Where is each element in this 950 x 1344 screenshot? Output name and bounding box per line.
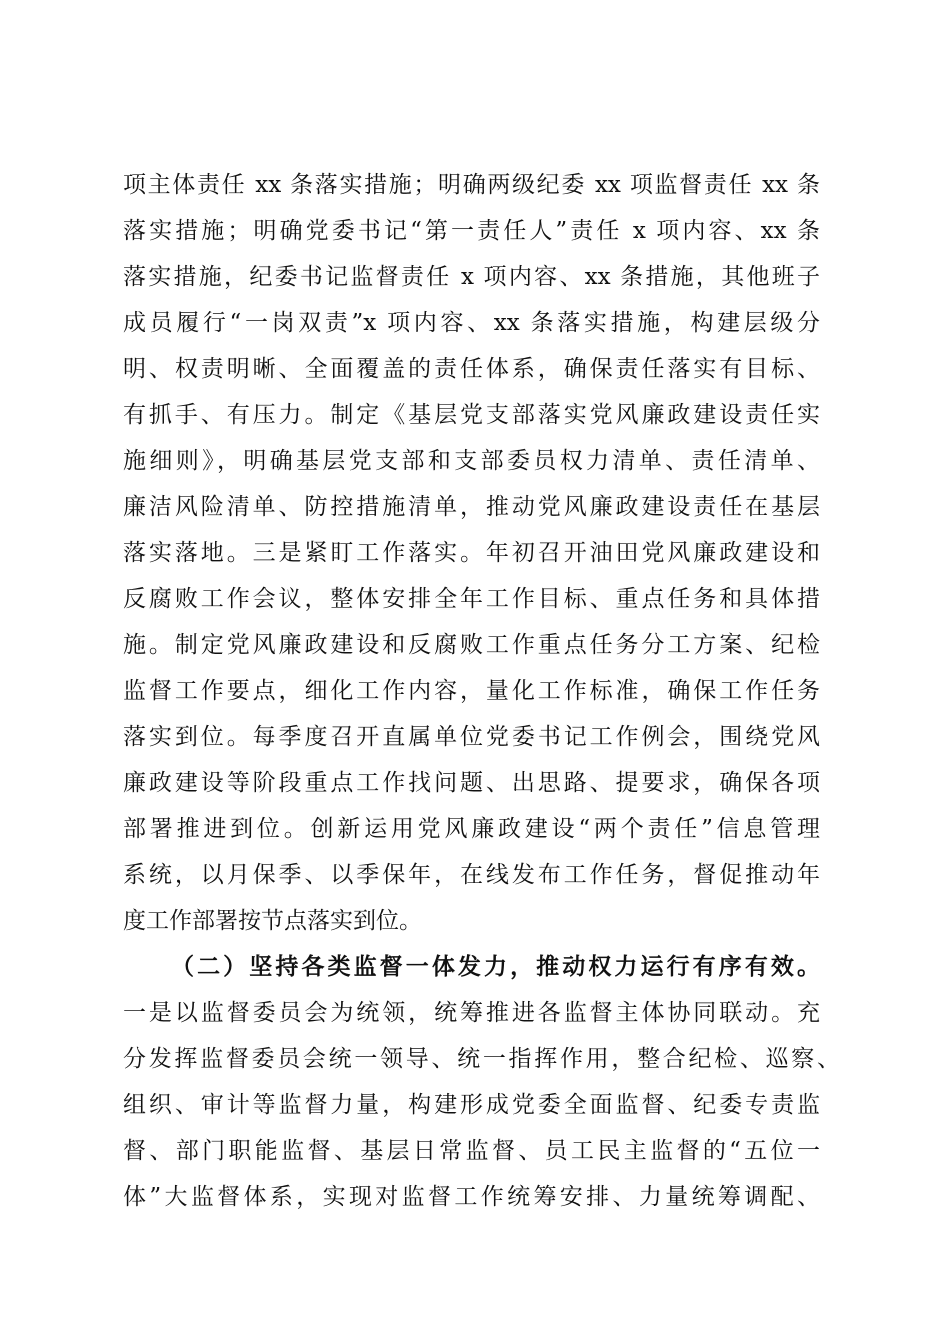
text-line: 度工作部署按节点落实到位。 xyxy=(123,908,422,934)
text-line: 反腐败工作会议，整体安排全年工作目标、重点任务和具体措 xyxy=(123,586,820,612)
text-line: 廉政建设等阶段重点工作找问题、出思路、提要求，确保各项 xyxy=(123,770,820,796)
section-heading: （二）坚持各类监督一体发力，推动权力运行有序有效。 xyxy=(171,953,820,980)
text-line: 分发挥监督委员会统一领导、统一指挥作用，整合纪检、巡察、 xyxy=(123,1046,840,1072)
text-line: 监督工作要点，细化工作内容，量化工作标准，确保工作任务 xyxy=(123,678,820,704)
text-line: 一是以监督委员会为统领，统筹推进各监督主体协同联动。充 xyxy=(123,1000,820,1026)
text-line: 督、部门职能监督、基层日常监督、员工民主监督的“五位一 xyxy=(123,1138,820,1164)
text-line: 施。制定党风廉政建设和反腐败工作重点任务分工方案、纪检 xyxy=(123,632,820,658)
text-line: 组织、审计等监督力量，构建形成党委全面监督、纪委专责监 xyxy=(123,1092,820,1118)
text-line: 体”大监督体系，实现对监督工作统筹安排、力量统筹调配、 xyxy=(123,1184,820,1210)
text-line: 系统，以月保季、以季保年，在线发布工作任务，督促推动年 xyxy=(123,862,820,888)
text-line: 明、权责明晰、全面覆盖的责任体系，确保责任落实有目标、 xyxy=(123,356,820,382)
document-body xyxy=(123,162,840,1220)
text-line: 落实落地。三是紧盯工作落实。年初召开油田党风廉政建设和 xyxy=(123,540,820,566)
text-line: 有抓手、有压力。制定《基层党支部落实党风廉政建设责任实 xyxy=(123,402,820,428)
text-line: 落实措施，纪委书记监督责任 x 项内容、xx 条措施，其他班子 xyxy=(123,264,820,290)
text-line: 廉洁风险清单、防控措施清单，推动党风廉政建设责任在基层 xyxy=(123,494,820,520)
text-line: 落实到位。每季度召开直属单位党委书记工作例会，围绕党风 xyxy=(123,724,820,750)
text-line: 项主体责任 xx 条落实措施；明确两级纪委 xx 项监督责任 xx 条 xyxy=(123,172,820,198)
text-line: 落实措施；明确党委书记“第一责任人”责任 x 项内容、xx 条 xyxy=(123,218,820,244)
text-line: 部署推进到位。创新运用党风廉政建设“两个责任”信息管理 xyxy=(123,816,820,842)
text-line: 施细则》，明确基层党支部和支部委员权力清单、责任清单、 xyxy=(123,448,820,474)
text-line: 成员履行“一岗双责”x 项内容、xx 条落实措施，构建层级分 xyxy=(123,310,820,336)
